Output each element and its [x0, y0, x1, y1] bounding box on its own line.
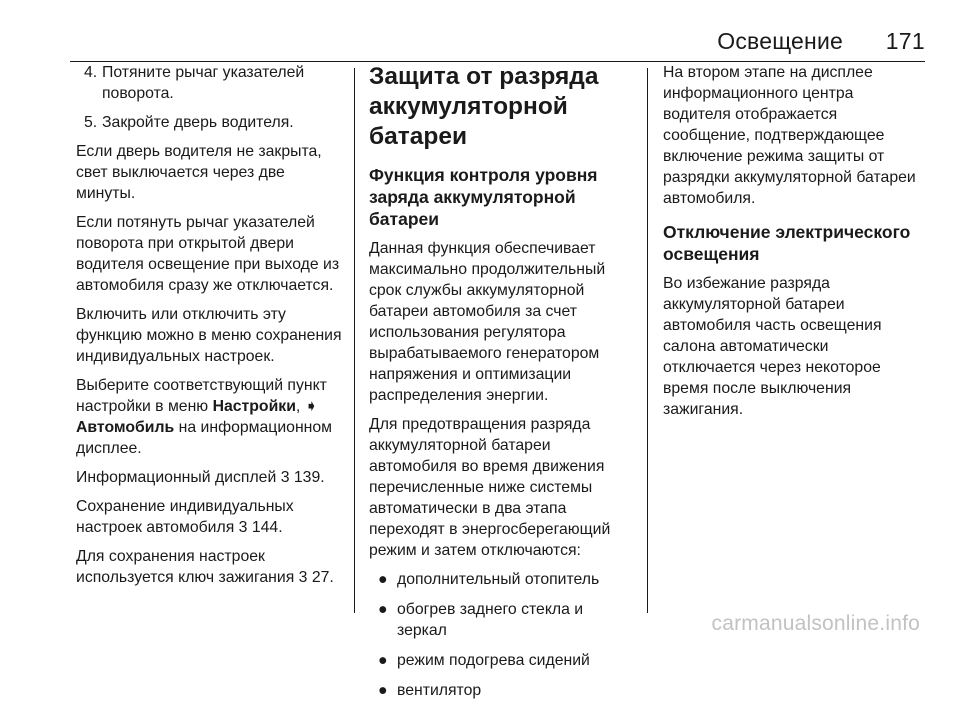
paragraph-door-open: Если дверь водителя не закрыта, свет выключается через две минуты.	[76, 143, 322, 202]
list-item: ● вентилятор	[378, 682, 482, 699]
menu-arrow-icon: ➧	[304, 398, 318, 415]
paragraph-function: Данная функция обеспечивает максимально продолжительный срок службы аккумуляторной батареи автомобиля за счет использования регулятора вырабатываемого генератором напряжения и оптимизации распределения энергии.	[369, 240, 606, 404]
menu-vehicle-label: Автомобиль	[76, 419, 175, 436]
paragraph-ref-personal: Сохранение индивидуальных настроек автомобиля 3 144.	[76, 498, 294, 536]
column-3	[663, 62, 925, 428]
page-ref-link[interactable]: 139.	[293, 469, 325, 486]
list-item-step-4	[76, 62, 344, 104]
paragraph-enable-disable: Включить или отключить эту функцию можно в меню сохранения индивидуальных настроек.	[76, 306, 342, 365]
bullet-icon: ●	[378, 571, 388, 588]
bullet-icon: ●	[378, 682, 388, 699]
page-ref-icon: 3	[238, 519, 248, 536]
page-ref-link[interactable]: 27.	[311, 569, 334, 586]
page-title: Освещение	[717, 28, 843, 54]
subsection-heading: Отключение электрического освещения	[663, 222, 911, 264]
list-item: ● режим подогрева сидений	[378, 652, 590, 669]
paragraph-prevent-discharge: Для предотвращения разряда аккумуляторной батареи автомобиля во время движения перечисленные ниже системы автоматически в два этапа переходят в энергосберегающий режим и затем отключаются:	[369, 416, 611, 559]
page-ref-icon: 3	[280, 469, 290, 486]
list-item: ● обогрев заднего стекла и зеркал	[378, 601, 584, 639]
step-number: 5.	[84, 114, 98, 131]
paragraph-lever: Если потянуть рычаг указателей поворота при открытой двери водителя освещение при выходе из автомобиля сразу же отключается.	[76, 214, 340, 294]
systems-list	[369, 569, 633, 701]
page-ref-icon: 3	[298, 569, 308, 586]
column-divider-2	[647, 68, 648, 613]
column-divider-1	[354, 68, 355, 613]
page-ref-link[interactable]: 144.	[251, 519, 283, 536]
page-header	[70, 22, 925, 62]
list-item-step-5	[76, 112, 344, 133]
section-heading: Защита от разряда аккумуляторной батареи	[369, 63, 599, 150]
subsection-heading: Функция контроля уровня заряда аккумуляторной батареи	[369, 165, 598, 229]
paragraph-second-stage: На втором этапе на дисплее информационного центра водителя отображается сообщение, подтверждающее включение режима защиты от разрядки аккумуляторной батареи автомобиля.	[663, 64, 916, 207]
paragraph-select-setting: Выберите соответствующий пункт настройки в меню Настройки, ➧ Автомобиль на информационном дисплее.	[76, 377, 333, 457]
watermark: carmanualsonline.info	[711, 612, 920, 635]
menu-settings-label: Настройки	[212, 398, 296, 415]
paragraph-interior-light: Во избежание разряда аккумуляторной батареи автомобиля часть освещения салона автоматически отключается через некоторое время после выключения зажигания.	[663, 275, 882, 418]
bullet-icon: ●	[378, 601, 388, 618]
step-text: Потяните рычаг указателей поворота.	[102, 64, 305, 102]
page-number: 171	[885, 28, 925, 54]
bullet-icon: ●	[378, 652, 388, 669]
step-text: Закройте дверь водителя.	[102, 114, 294, 131]
paragraph-ref-key: Для сохранения настроек используется ключ зажигания 3 27.	[76, 548, 334, 586]
step-number: 4.	[84, 64, 98, 81]
list-item: ● дополнительный отопитель	[378, 571, 600, 588]
column-2	[369, 62, 633, 710]
column-1	[76, 62, 344, 596]
paragraph-ref-display: Информационный дисплей 3 139.	[76, 469, 325, 486]
